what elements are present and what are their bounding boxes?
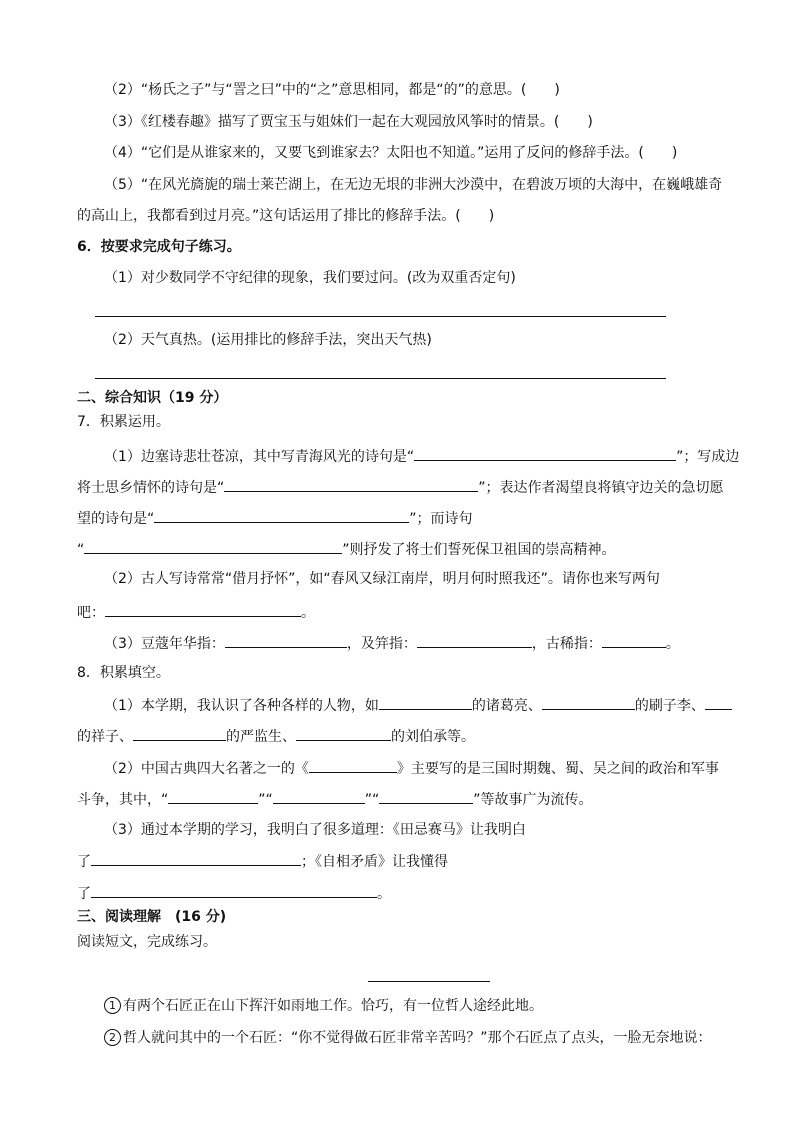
q7-1-line3: 望的诗句是“ ”；而诗句 — [77, 507, 473, 527]
tf-item-2: （2）“杨氏之子”与“詈之曰”中的“之”意思相同，都是“的”的意思。( ) — [104, 82, 560, 98]
q7-3-line: （3）豆蔻年华指： ，及笄指： ，古稀指： 。 — [104, 632, 680, 652]
q7-2-blank-poem[interactable] — [105, 601, 301, 617]
passage-paragraph-1: 1 有两个石匠正在山下挥汗如雨地工作。恰巧，有一位哲人途经此地。 — [104, 996, 543, 1016]
q6-sub1: （1）对少数同学不守纪律的现象，我们要过问。(改为双重否定句) — [104, 270, 516, 286]
q6-answer-line-2[interactable] — [95, 378, 666, 379]
q7-1-blank-homesick[interactable] — [224, 476, 478, 492]
q6-sub2: （2）天气真热。(运用排比的修辞手法，突出天气热) — [104, 332, 432, 348]
q8-3-line2: 了 ；《自相矛盾》让我懂得 — [77, 850, 448, 870]
q8-2-blank-story3[interactable] — [379, 788, 473, 804]
q8-3-line1: （3）通过本学期的学习，我明白了很多道理：《田忌赛马》让我明白 — [104, 822, 526, 838]
q7-1-line2: 将士思乡情怀的诗句是“ ”；表达作者渴望良将镇守边关的急切愿 — [77, 476, 724, 496]
part3-heading: 三、阅读理解 (16 分) — [77, 909, 227, 925]
q8-2-line1: （2）中国古典四大名著之一的《 》主要写的是三国时期魏、蜀、吴之间的政治和军事 — [104, 757, 719, 777]
q7-2-line2: 吧： 。 — [77, 601, 315, 621]
q7-3-blank-guxi[interactable] — [602, 632, 666, 648]
paragraph-number: 2 — [104, 1029, 121, 1046]
q8-2-blank-story1[interactable] — [168, 788, 258, 804]
q8-2-blank-story2[interactable] — [273, 788, 365, 804]
q8-1-blank-zhuge[interactable] — [379, 694, 472, 710]
q7-title: 7．积累运用。 — [77, 414, 170, 430]
q7-1-blank-general[interactable] — [154, 507, 409, 523]
q8-1-blank-shuazi[interactable] — [542, 694, 635, 710]
q8-1-blank-xiangzi[interactable] — [705, 694, 732, 710]
tf-item-5-line1: （5）“在风光旖旎的瑞士莱芒湖上，在无边无垠的非洲大沙漠中，在碧波万顷的大海中，在巍峨雄奇 — [104, 177, 723, 193]
q7-1-blank-qinghai[interactable] — [414, 445, 676, 461]
q8-3-blank-maodun[interactable] — [91, 882, 377, 898]
q7-1-blank-loyalty[interactable] — [84, 538, 342, 554]
q8-3-line3: 了 。 — [77, 882, 391, 902]
part3-instruction: 阅读短文，完成练习。 — [77, 934, 217, 950]
q7-1-line4: “ ”则抒发了将士们誓死保卫祖国的崇高精神。 — [77, 538, 616, 558]
q6-answer-line-1[interactable] — [95, 316, 666, 317]
part2-heading: 二、综合知识（19 分） — [77, 390, 228, 406]
paragraph-number: 1 — [104, 997, 121, 1014]
q7-2-line1: （2）古人写诗常常“借月抒怀”，如“春风又绿江南岸，明月何时照我还”。请你也来写两句 — [104, 571, 660, 587]
passage-title-blank[interactable] — [368, 981, 490, 982]
q8-1-line1: （1）本学期，我认识了各种各样的人物，如 的诸葛亮、 的刷子李、 — [104, 694, 732, 714]
q8-1-line2: 的祥子、 的严监生、 的刘伯承等。 — [77, 725, 475, 745]
passage-paragraph-2: 2 哲人就问其中的一个石匠：“你不觉得做石匠非常辛苦吗？”那个石匠点了点头，一脸无奈地说： — [104, 1028, 712, 1048]
q6-title: 6．按要求完成句子练习。 — [77, 239, 241, 255]
q8-1-blank-yanjiansheng[interactable] — [133, 725, 226, 741]
tf-item-3: （3）《红楼春趣》描写了贾宝玉与姐妹们一起在大观园放风筝时的情景。( ) — [104, 114, 593, 130]
q7-3-blank-jiji[interactable] — [417, 632, 532, 648]
q8-2-line2: 斗争，其中，“ ”“ ”“ ”等故事广为流传。 — [77, 788, 593, 808]
q7-3-blank-doukou[interactable] — [225, 632, 347, 648]
tf-item-4: （4）“它们是从谁家来的，又要飞到谁家去？太阳也不知道。”运用了反问的修辞手法。( ) — [104, 145, 678, 161]
q8-title: 8．积累填空。 — [77, 665, 170, 681]
q8-3-blank-tianji[interactable] — [91, 850, 301, 866]
q8-1-blank-liubocheng[interactable] — [296, 725, 391, 741]
tf-item-5-line2: 的高山上，我都看到过月亮。”这句话运用了排比的修辞手法。( ) — [77, 208, 495, 224]
q8-2-blank-novel[interactable] — [309, 757, 397, 773]
q7-1-line1: （1）边塞诗悲壮苍凉，其中写青海风光的诗句是“ ”；写成边 — [104, 445, 739, 465]
